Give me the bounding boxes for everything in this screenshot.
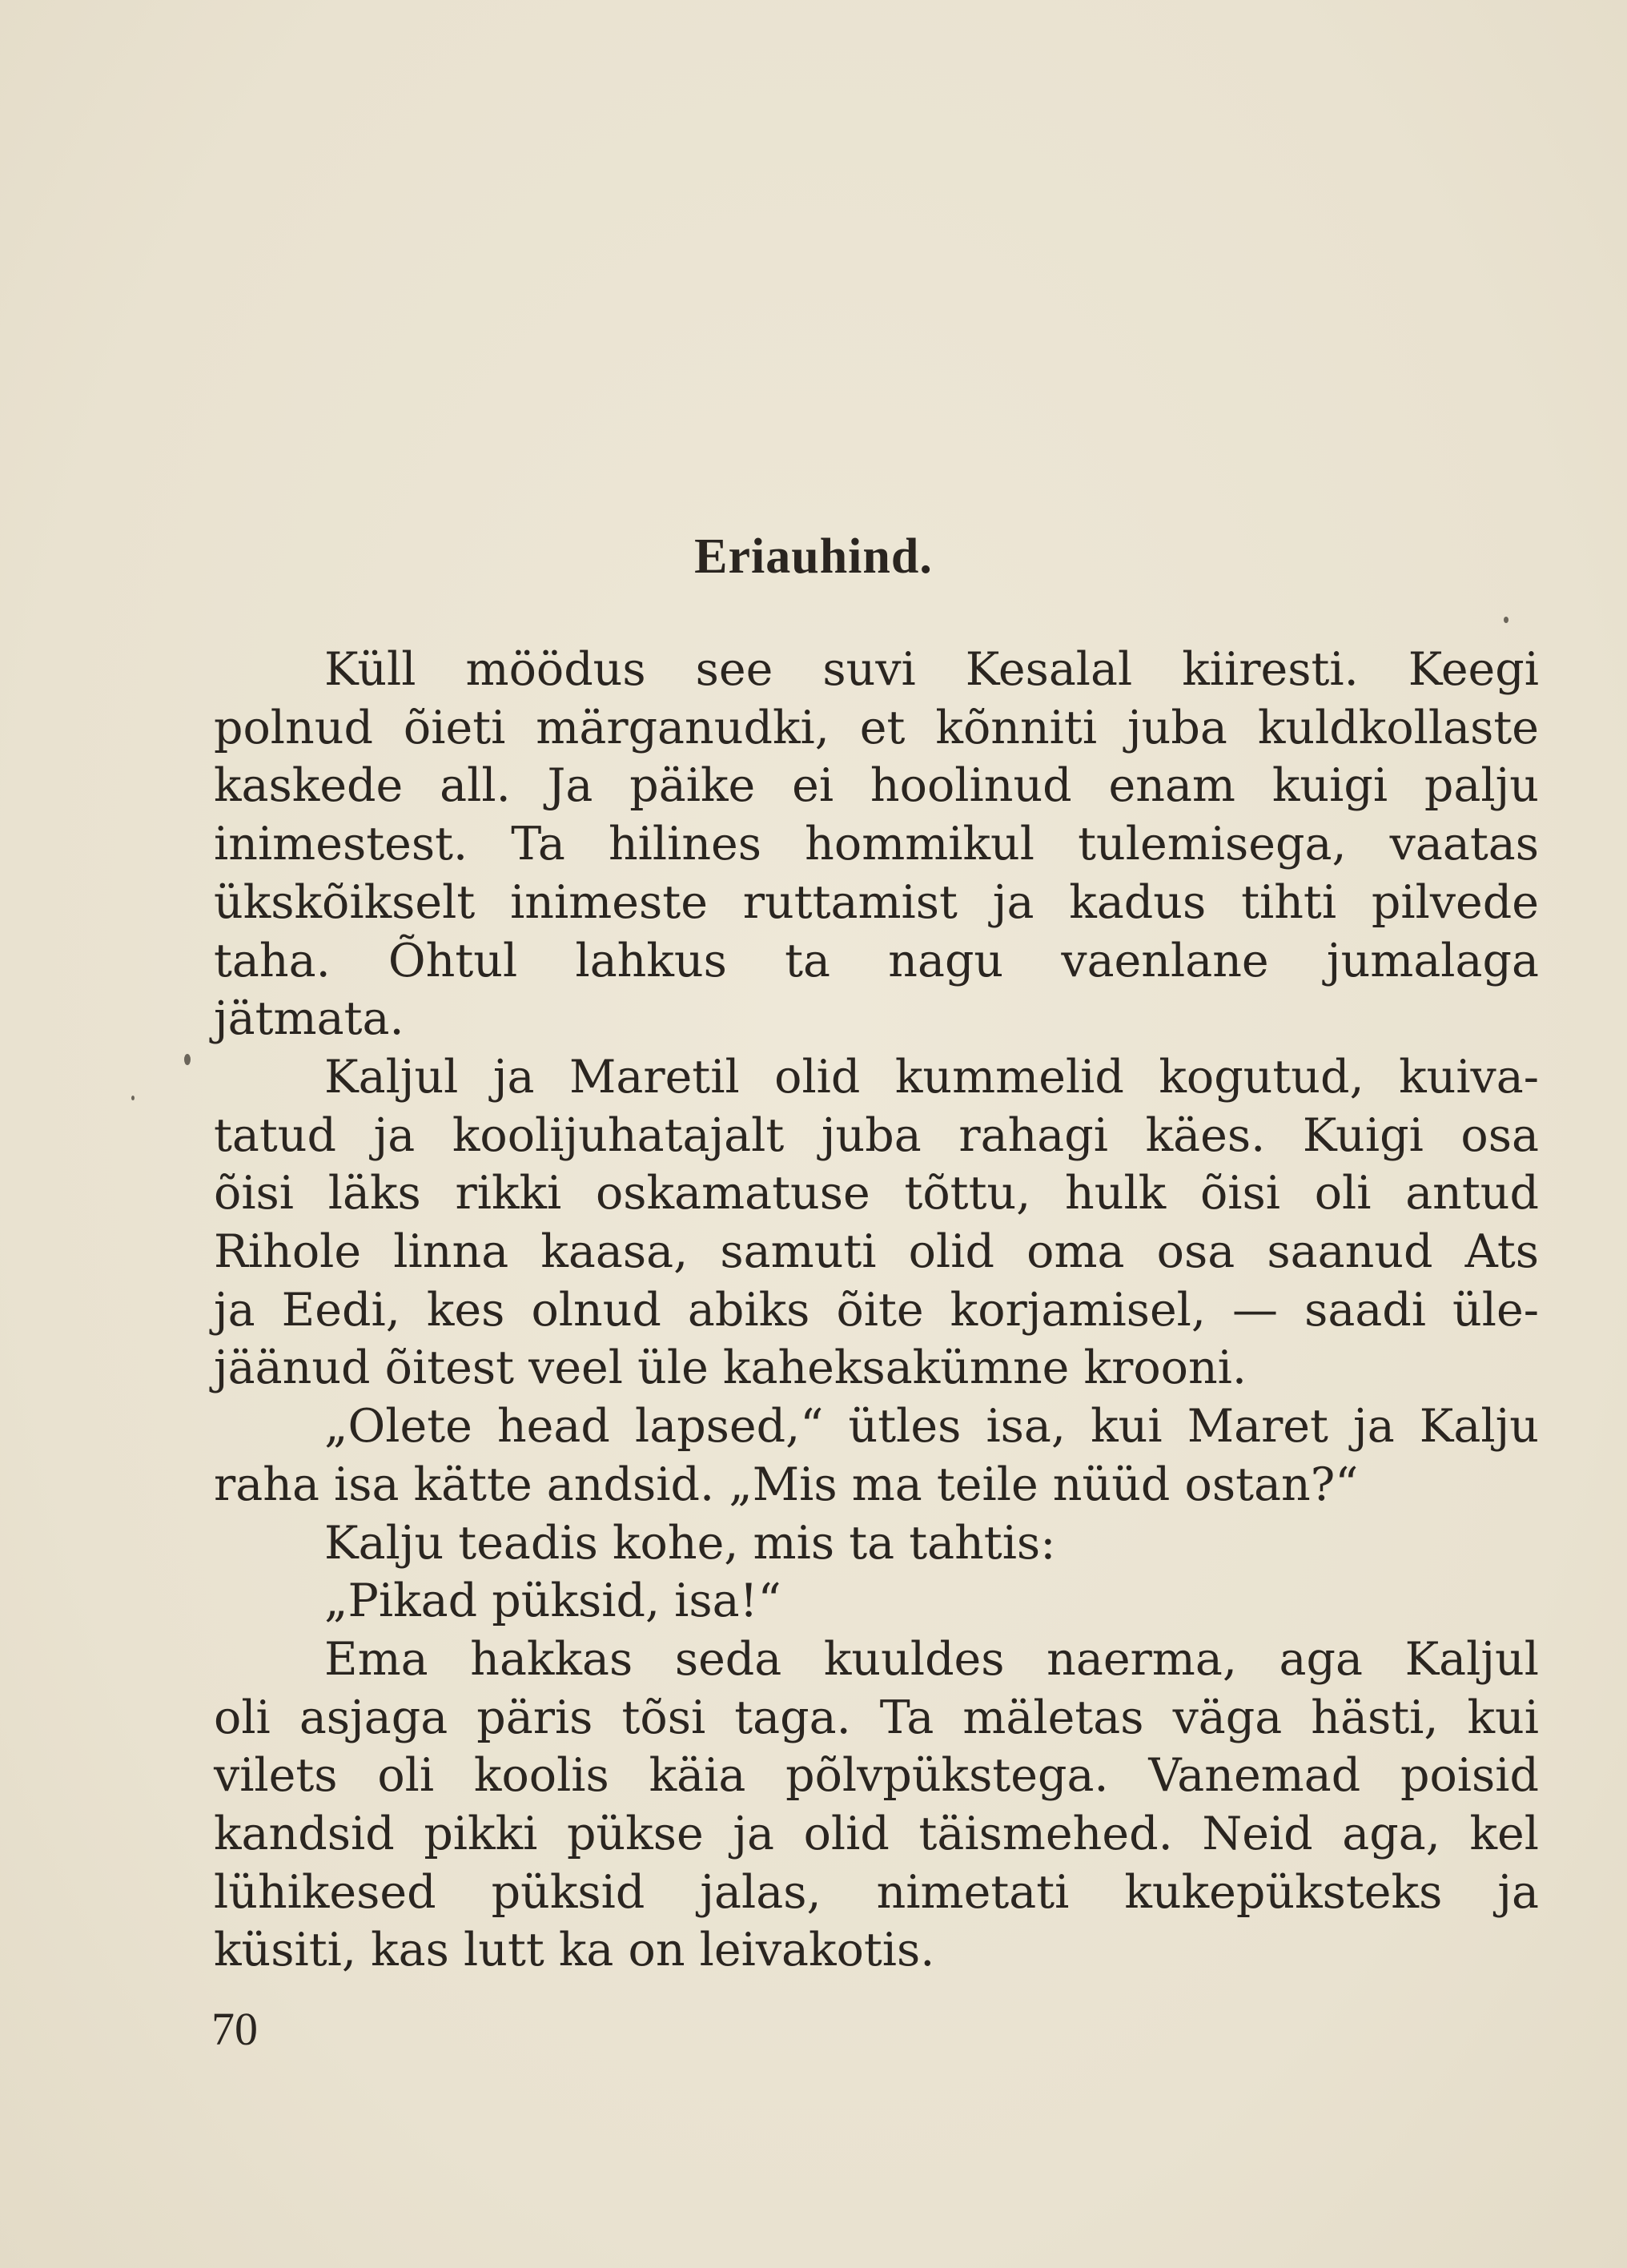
text-line: ükskõikselt inimeste ruttamist ja kadus tihti pilvede xyxy=(214,875,1539,929)
text-line: oli asjaga päris tõsi taga. Ta mäletas väga hästi, kui xyxy=(214,1691,1539,1744)
text-line: õisi läks rikki oskamatuse tõttu, hulk õisi oli antud xyxy=(214,1167,1539,1220)
text-line: tatud ja koolijuhatajalt juba rahagi käes. Kuigi osa xyxy=(214,1108,1539,1162)
body-text xyxy=(214,641,1539,1980)
text-line: kandsid pikki pükse ja olid täismehed. Neid aga, kel xyxy=(214,1808,1539,1861)
text-line: raha isa kätte andsid. „Mis ma teile nüüd ostan?“ xyxy=(214,1458,1359,1511)
text-line: Ema hakkas seda kuuldes naerma, aga Kaljul xyxy=(324,1632,1539,1686)
text-line: Kalju teadis kohe, mis ta tahtis: xyxy=(324,1516,1056,1570)
chapter-title: Eriauhind. xyxy=(694,529,933,584)
text-line: Küll möödus see suvi Kesalal kiiresti. Keegi xyxy=(324,643,1539,696)
text-line: taha. Õhtul lahkus ta nagu vaenlane jumalaga xyxy=(214,934,1539,987)
text-line: Kaljul ja Maretil olid kummelid kogutud, kuiva- xyxy=(324,1050,1539,1104)
text-line: jätmata. xyxy=(214,992,404,1046)
text-line: kaskede all. Ja päike ei hoolinud enam kuigi palju xyxy=(214,759,1539,813)
text-line: polnud õieti märganudki, et kõnniti juba kuldkollaste xyxy=(214,701,1539,754)
text-line: Rihole linna kaasa, samuti olid oma osa saanud Ats xyxy=(214,1225,1539,1279)
paper-speck xyxy=(1504,617,1508,623)
page-number: 70 xyxy=(211,2003,258,2055)
paper-speck xyxy=(131,1096,135,1100)
paper-speck xyxy=(184,1054,191,1065)
text-line: inimestest. Ta hilines hommikul tulemisega, vaatas xyxy=(214,818,1539,871)
text-line: küsiti, kas lutt ka on leivakotis. xyxy=(214,1924,935,1977)
text-line: „Olete head lapsed,“ ütles isa, kui Maret ja Kalju xyxy=(324,1400,1539,1454)
text-line: „Pikad püksid, isa!“ xyxy=(324,1574,781,1628)
text-line: lühikesed püksid jalas, nimetati kukepüksteks ja xyxy=(214,1865,1539,1919)
text-line: ja Eedi, kes olnud abiks õite korjamisel, — saadi üle- xyxy=(214,1283,1539,1337)
text-line: jäänud õitest veel üle kaheksakümne krooni. xyxy=(214,1341,1247,1395)
text-line: vilets oli koolis käia põlvpükstega. Vanemad poisid xyxy=(214,1749,1539,1803)
